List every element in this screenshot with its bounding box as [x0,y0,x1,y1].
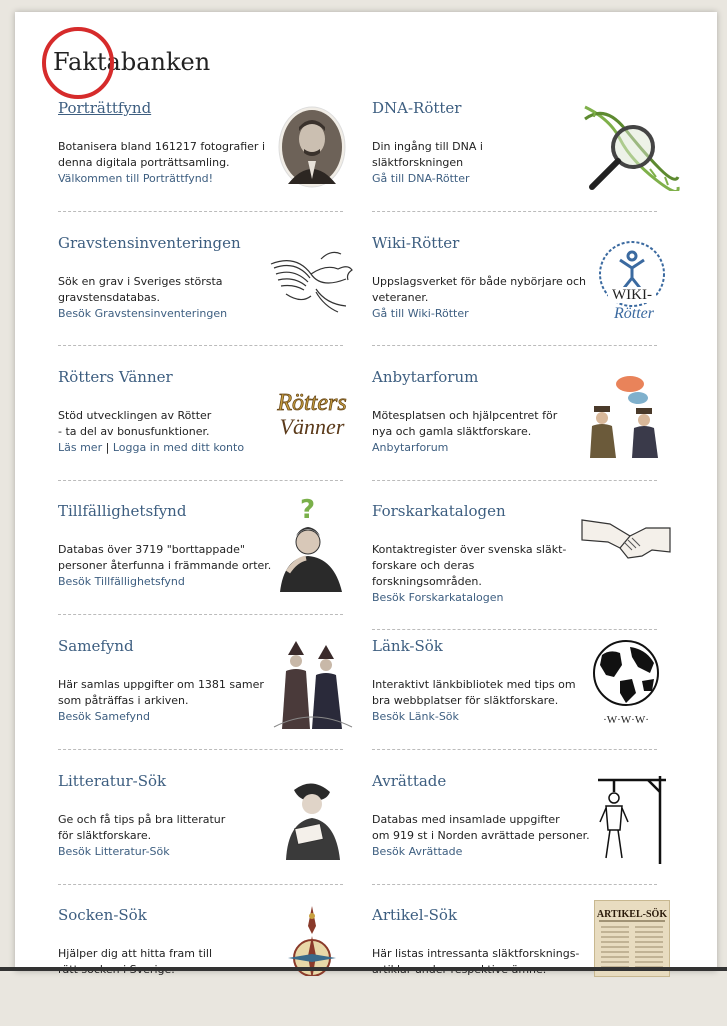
card-title-link[interactable]: DNA-Rötter [372,99,462,117]
desc-line: som påträffas i arkiven. [58,694,189,707]
card-title-link[interactable]: Gravstensinventeringen [58,234,241,252]
section-divider [58,345,343,346]
card-title-link[interactable]: Anbytarforum [372,368,479,386]
logo-text-vanner: Vänner [279,414,345,439]
desc-line: om 919 st i Norden avrättade personer. [372,829,590,842]
portrait-photo-icon[interactable] [266,99,358,191]
card-tillfallighetsfynd [58,495,358,622]
card-wiki-rotter [372,234,672,354]
desc-line: Kontaktregister över svenska släkt- [372,543,567,556]
card-link[interactable]: Besök Avrättade [372,845,463,858]
link-separator: | [105,441,110,454]
card-title-link[interactable]: Litteratur-Sök [58,772,167,790]
desc-line: Interaktivt länkbibliotek med tips om [372,678,576,691]
card-description [58,542,273,590]
sami-people-icon[interactable] [266,637,358,729]
forum-conversation-icon[interactable] [580,368,672,460]
section-divider [58,614,343,615]
card-link[interactable]: Besök Tillfällighetsfynd [58,575,185,588]
content-page [15,12,717,971]
desc-line: Databas över 3719 "borttappade" [58,543,245,556]
desc-line: Stöd utvecklingen av Rötter [58,409,212,422]
desc-line: Mötesplatsen och hjälpcentret för [372,409,558,422]
card-title-link[interactable]: Artikel-Sök [372,906,458,924]
card-gravstensinventeringen [58,234,358,354]
newspaper-heading-text: ARTIKEL-SÖK [596,909,668,920]
logo-text-rotters: Rötters [277,390,347,416]
card-description [58,274,268,322]
login-link[interactable]: Logga in med ditt konto [112,441,245,454]
card-samefynd [58,637,358,757]
wiki-rotter-logo[interactable] [580,234,672,326]
card-link[interactable]: Besök Litteratur-Sök [58,845,170,858]
card-title-link[interactable]: Wiki-Rötter [372,234,460,252]
card-description [372,274,592,322]
compass-rose-icon[interactable] [266,906,358,976]
globe-icon[interactable] [580,637,672,729]
card-link[interactable]: Välkommen till Porträttfynd! [58,172,214,185]
card-title-link[interactable]: Socken-Sök [58,906,147,924]
card-description [372,542,582,606]
card-link[interactable]: Gå till DNA-Rötter [372,172,470,185]
section-divider [372,629,657,630]
card-lank-sok [372,637,672,757]
desc-line: Botanisera bland 161217 fotografier i [58,140,265,153]
card-description [58,946,268,978]
card-title-link[interactable]: Forskarkatalogen [372,502,506,520]
section-divider [58,211,343,212]
card-title-link[interactable]: Tillfällighetsfynd [58,502,187,520]
card-description [372,408,582,456]
handshake-icon[interactable] [580,502,672,594]
svg-text:Rötter: Rötter [614,305,654,322]
desc-line: släktforskningen [372,156,464,169]
section-divider [58,749,343,750]
svg-text:?: ? [300,495,316,525]
desc-line: Här listas intressanta släktforsknings- [372,947,580,960]
card-avrattade [372,772,672,892]
card-title-link[interactable]: Rötters Vänner [58,368,173,386]
card-title-link[interactable]: Länk-Sök [372,637,443,655]
section-divider [372,345,657,346]
thinking-man-icon[interactable] [266,494,358,594]
card-link[interactable]: Besök Gravstensinventeringen [58,307,228,320]
card-litteratur-sok [58,772,358,892]
card-description [58,812,268,860]
desc-line: - ta del av bonusfunktioner. [58,425,210,438]
page-title: Faktabanken [53,48,211,76]
desc-line: nya och gamla släktforskare. [372,425,532,438]
desc-line: Databas med insamlade uppgifter [372,813,560,826]
desc-line: veteraner. [372,291,429,304]
card-artikel-sok [372,906,672,1026]
desc-line: för släktforskare. [58,829,152,842]
gallows-icon[interactable] [592,772,672,864]
desc-line: forskare och deras [372,559,475,572]
card-description [58,677,273,725]
desc-line: denna digitala porträttsamling. [58,156,230,169]
card-link[interactable]: Besök Samefynd [58,710,150,723]
desc-line: Din ingång till DNA i [372,140,483,153]
card-link[interactable]: Besök Forskarkatalogen [372,591,504,604]
section-divider [58,480,343,481]
read-more-link[interactable]: Läs mer [58,441,103,454]
desc-line: bra webbplatser för släktforskare. [372,694,559,707]
desc-line: gravstensdatabas. [58,291,160,304]
window-bottom-edge [0,967,727,971]
card-forskarkatalogen [372,502,672,622]
card-description [58,408,268,456]
desc-line: Sök en grav i Sveriges största [58,275,223,288]
reading-woman-icon[interactable] [266,772,358,864]
desc-line: Hjälper dig att hitta fram till [58,947,212,960]
section-divider [372,211,657,212]
card-dna-rotter [372,99,672,219]
card-description [372,677,582,725]
card-title-link[interactable]: Avrättade [372,772,447,790]
card-description [372,139,582,187]
desc-line: personer återfunna i främmande orter. [58,559,272,572]
dna-magnifier-icon[interactable] [580,99,672,191]
section-divider [372,749,657,750]
card-description [372,812,592,860]
svg-text:WIKI-: WIKI- [612,287,652,303]
desc-line: Uppslagsverket för både nybörjare och [372,275,587,288]
www-logo-text: ·W·W·W· [603,714,649,726]
card-title-link[interactable]: Porträttfynd [58,99,152,117]
dove-icon[interactable] [266,234,358,326]
card-link[interactable]: Anbytarforum [372,441,449,454]
desc-line: forskningsområden. [372,575,482,588]
card-rotters-vanner [58,368,358,488]
rotters-vanner-logo[interactable] [266,368,358,460]
card-anbytarforum [372,368,672,488]
card-description [58,139,268,187]
card-title-link[interactable]: Samefynd [58,637,134,655]
section-divider [372,884,657,885]
card-link[interactable]: Gå till Wiki-Rötter [372,307,469,320]
card-portrattfynd [58,99,358,219]
desc-line: Här samlas uppgifter om 1381 samer [58,678,264,691]
card-socken-sok [58,906,358,1026]
card-link[interactable]: Besök Länk-Sök [372,710,459,723]
section-divider [372,480,657,481]
section-divider [58,884,343,885]
desc-line: Ge och få tips på bra litteratur [58,813,226,826]
card-description [372,946,592,978]
newspaper-icon[interactable] [594,900,670,977]
